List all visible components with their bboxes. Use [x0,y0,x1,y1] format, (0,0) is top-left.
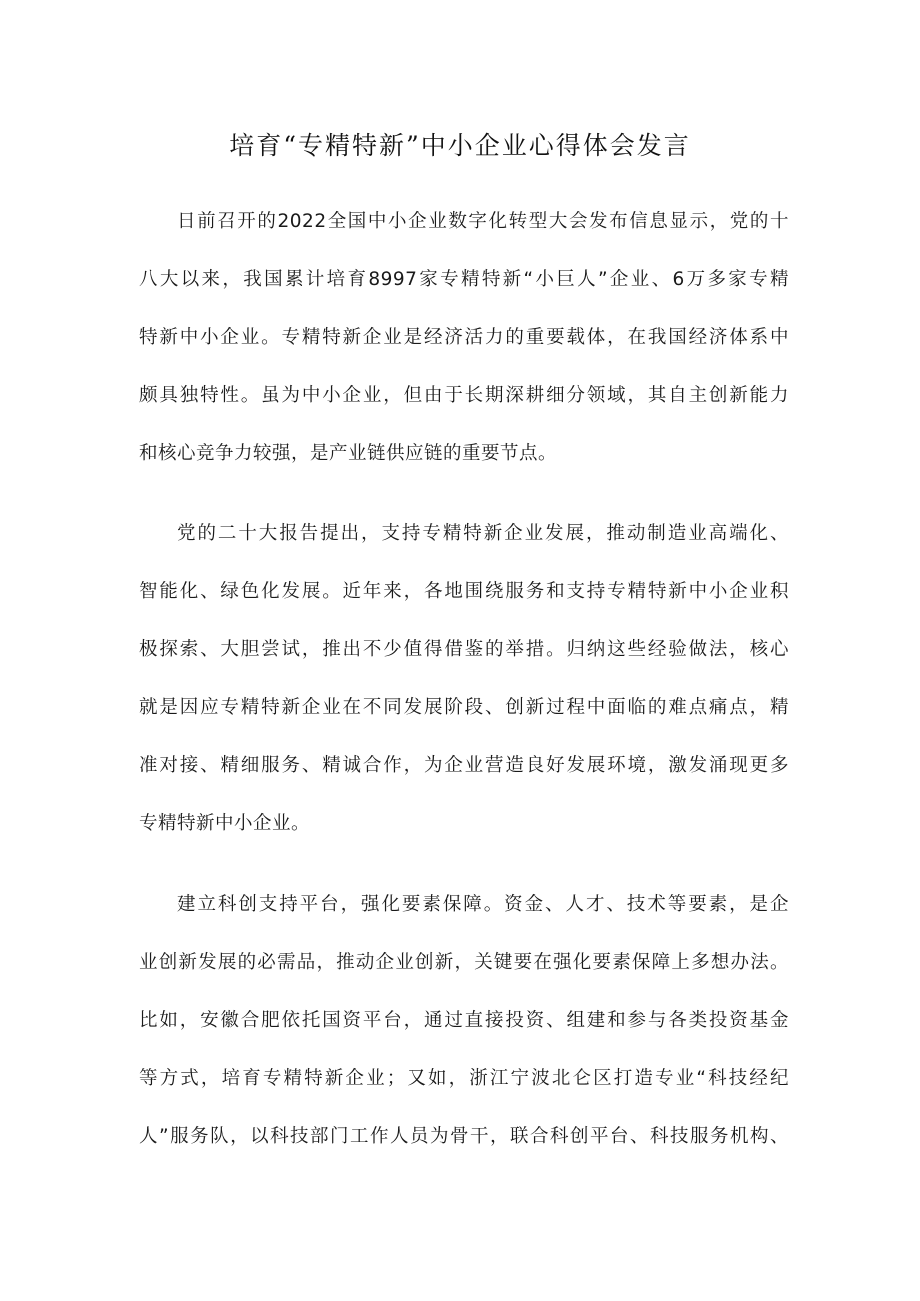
paragraph-line: 特新中小企业。专精特新企业是经济活力的重要载体，在我国经济体系中 [139,327,789,348]
paragraph-line: 日前召开的2022全国中小企业数字化转型大会发布信息显示，党的十 [177,211,789,232]
paragraph-line: 准对接、精细服务、精诚合作，为企业营造良好发展环境，激发涌现更多 [139,755,789,776]
paragraph-line: 八大以来，我国累计培育8997家专精特新“小巨人”企业、6万多家专精 [139,269,789,290]
paragraph-line: 业创新发展的必需品，推动企业创新，关键要在强化要素保障上多想办法。 [139,952,789,973]
paragraph-line: 和核心竞争力较强，是产业链供应链的重要节点。 [139,443,558,464]
paragraph-line: 专精特新中小企业。 [139,813,311,834]
paragraph-line: 极探索、大胆尝试，推出不少值得借鉴的举措。归纳这些经验做法，核心 [139,639,789,660]
paragraph-line: 等方式，培育专精特新企业；又如，浙江宁波北仑区打造专业“科技经纪 [139,1068,789,1089]
paragraph-line: 党的二十大报告提出，支持专精特新企业发展，推动制造业高端化、 [177,523,789,544]
paragraph-line: 智能化、绿色化发展。近年来，各地围绕服务和支持专精特新中小企业积 [139,581,789,602]
paragraph-line: 比如，安徽合肥依托国资平台，通过直接投资、组建和参与各类投资基金 [139,1010,789,1031]
paragraph-2 [139,505,789,853]
paragraph-line: 建立科创支持平台，强化要素保障。资金、人才、技术等要素，是企 [177,894,789,915]
paragraph-line: 人”服务队，以科技部门工作人员为骨干，联合科创平台、科技服务机构、 [139,1126,789,1147]
paragraph-3 [139,876,789,1166]
paragraph-line: 就是因应专精特新企业在不同发展阶段、创新过程中面临的难点痛点，精 [139,697,789,718]
paragraph-1 [139,193,789,483]
paragraph-line: 颇具独特性。虽为中小企业，但由于长期深耕细分领域，其自主创新能力 [139,385,789,406]
document-title: 培育“专精特新”中小企业心得体会发言 [229,131,691,160]
